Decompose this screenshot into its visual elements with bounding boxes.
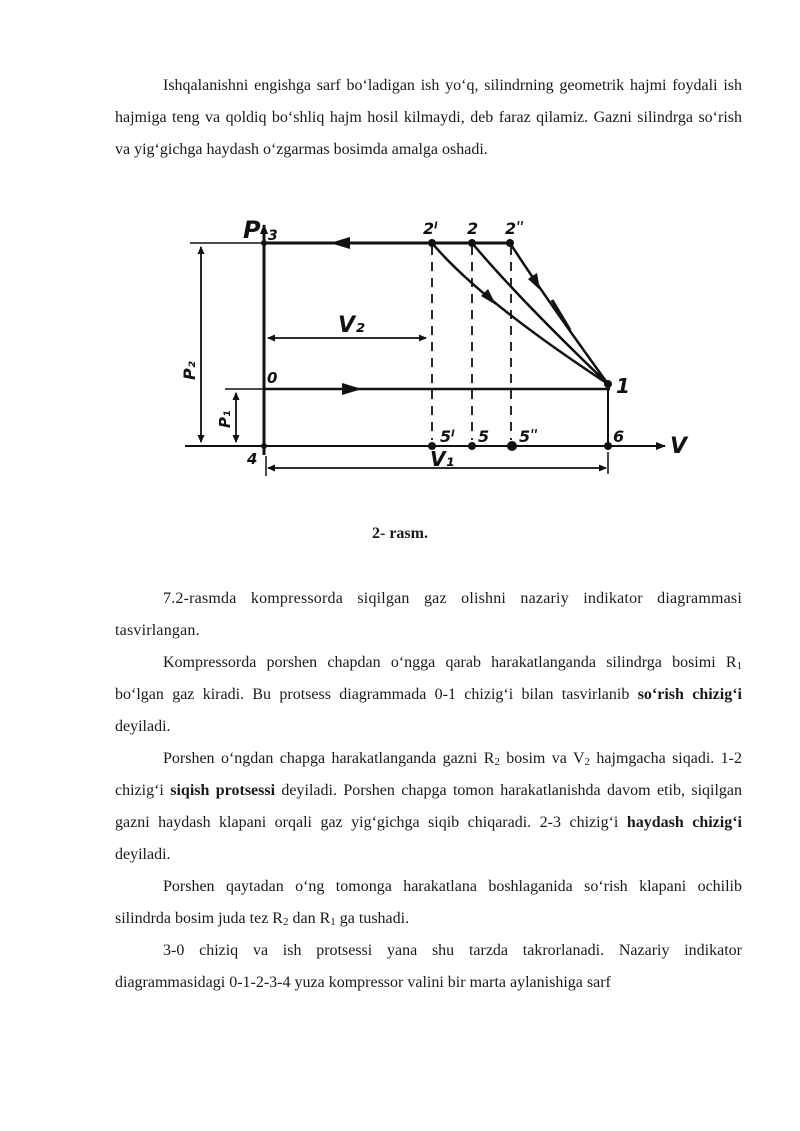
figure-caption: 2- rasm. [372,525,428,542]
paragraph-2: Kompressorda porshen chapdan o‘ngga qarab harakatlanganda silindrga bosimi $R_1$ bo‘lgan gaz kiradi. Bu protsess diagrammada 0-1 chizig‘i bilan tasvirlanib so‘rish chizig‘i deyiladi. [115,654,743,735]
label-point-2: 2 [467,219,479,238]
paragraph-1: 7.2-rasmda kompressorda siqilgan gaz olishni nazariy indikator diagrammasi tasvirlangan. [115,590,742,639]
body-block [115,583,742,999]
paragraph-5: 3-0 chiziq va ish protsessi yana shu tarzda takrorlanadi. Nazariy indikator diagrammasidagi 0-1-2-3-4 yuza kompressor valini bir marta aylanishiga sarf [115,942,742,991]
label-p2: P₂ [180,361,199,380]
paragraph-3: Porshen o‘ngdan chapga harakatlanganda gazni $R_2$ bosim va $V_2$ hajmgacha siqadi. 1-2 chizig‘i siqish protsessi deyiladi. Porshen chapga tomon harakatlanishda davom etib, siqilgan gazni haydash klapani orqali gaz yig‘gichga siqib chiqaradi. 2-3 chizig‘i haydash chizig‘i deyiladi. [115,750,743,863]
label-point-6: 6 [613,427,625,446]
isotherm-curve [432,243,608,384]
term-discharge-line: haydash chizig‘i [626,814,743,831]
label-point-3: 3 [268,228,278,244]
label-v1: V₁ [430,447,455,471]
term-compression-process: siqish protsessi [170,782,276,799]
label-point-5dprime: 5ʺ [519,427,539,446]
label-point-2prime: 2ˡ [423,219,438,238]
label-point-2dprime: 2ʺ [505,219,525,238]
label-v2: V₂ [338,313,365,338]
label-p1: P₁ [216,410,234,428]
label-point-1: 1 [616,374,630,398]
indicator-diagram [0,0,800,520]
label-point-4: 4 [247,450,258,468]
label-point-5: 5 [478,427,490,446]
label-point-0: 0 [267,369,278,387]
label-v-axis: V [670,434,688,459]
polytrope-curve [472,243,608,384]
intro-paragraph: Ishqalanishni engishga sarf bo‘ladigan ish yo‘q, silindrning geometrik hajmi foydali ish hajmiga teng va qoldiq bo‘shliq hajm hosil kilmaydi, deb faraz qilamiz. Gazni silindrga so‘rish va yig‘gichga haydash o‘zgarmas bosimda amalga oshadi. [115,77,742,158]
label-point-5prime: 5ˡ [440,427,455,446]
paragraph-4: Porshen qaytadan o‘ng tomonga harakatlana boshlaganida so‘rish klapani ochilib silindrda bosim juda tez $R_2$ dan $R_1$ ga tushadi. [115,878,742,928]
label-p-axis: P [243,216,261,244]
discharge-arrow [330,237,350,249]
suction-arrow [342,383,362,395]
term-suction-line: so‘rish chizig‘i [637,686,743,703]
